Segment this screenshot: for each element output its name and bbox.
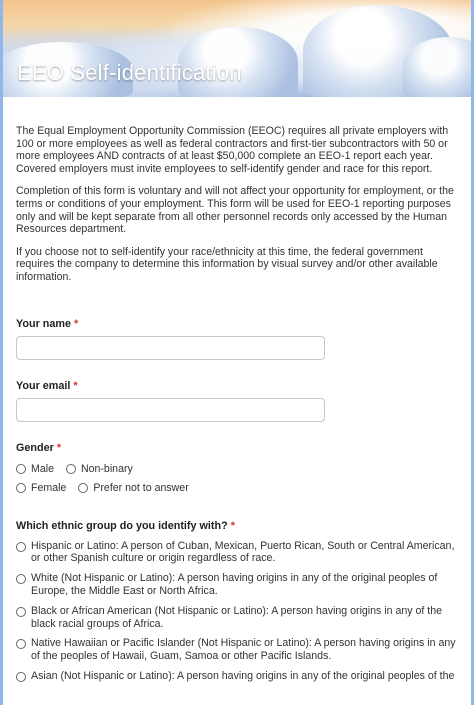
intro-paragraph: The Equal Employment Opportunity Commission (EEOC) requires all private employers with 100 or more employees as well as federal contractors and first-tier subcontractors with 50 or more employees AND contracts of at least $50,000 complete an EEO-1 report each year. Covered employers must invite employees to self-identify gender and race for this report. — [16, 125, 449, 175]
gender-option-label: Non-binary — [80, 463, 133, 476]
name-label-text: Your name — [16, 317, 71, 330]
radio-button[interactable] — [16, 607, 26, 617]
radio-button[interactable] — [78, 483, 88, 493]
gender-option-non-binary[interactable] — [66, 463, 133, 475]
ethnic-option-label: Asian (Not Hispanic or Latino): A person having origins in any of the original peoples of the — [31, 669, 455, 682]
required-mark: * — [230, 519, 235, 532]
email-field-group — [16, 380, 459, 422]
radio-button[interactable] — [16, 464, 26, 474]
required-mark: * — [74, 317, 79, 330]
radio-button[interactable] — [66, 464, 76, 474]
required-mark: * — [56, 441, 62, 454]
gender-option-label: Prefer not to answer — [93, 482, 189, 495]
gender-field-group — [16, 442, 459, 498]
intro-paragraph: If you choose not to self-identify your race/ethnicity at this time, the federal government requires the company to determine this information by visual survey and/or other available information. — [16, 245, 438, 283]
ethnic-option-pacific-islander[interactable] — [16, 637, 459, 663]
form-content — [3, 97, 471, 683]
intro-paragraph: Completion of this form is voluntary and will not affect your opportunity for employment, or the terms or conditions of your employment. This form will be used for EEO-1 reporting purposes only and will be kept separate from all other personnel records only accessed by the Human Resources department. — [16, 185, 454, 236]
ethnic-option-black[interactable] — [16, 605, 459, 631]
email-input[interactable] — [16, 398, 325, 422]
radio-button[interactable] — [16, 483, 26, 493]
ethnic-label — [16, 520, 459, 532]
name-input[interactable] — [16, 336, 325, 360]
header-banner — [3, 0, 471, 97]
gender-label — [16, 442, 459, 454]
ethnic-option-asian[interactable] — [16, 670, 459, 683]
gender-row — [16, 479, 459, 498]
ethnic-option-white[interactable] — [16, 572, 459, 598]
gender-option-label: Female — [31, 482, 67, 495]
email-label-text: Your email — [16, 379, 71, 392]
ethnic-option-label: White (Not Hispanic or Latino): A person having origins in any of the original peoples of Europe, the Middle East or North Africa. — [31, 572, 438, 597]
gender-row — [16, 460, 459, 479]
name-label — [16, 318, 459, 330]
radio-button[interactable] — [16, 574, 26, 584]
ethnic-option-label: Native Hawaiian or Pacific Islander (Not Hispanic or Latino): A person having origins in any of the peoples of Hawaii, Guam, Samoa or other Pacific Islands. — [31, 637, 456, 663]
required-mark: * — [73, 379, 78, 392]
radio-button[interactable] — [16, 542, 26, 552]
name-field-group — [16, 318, 459, 360]
page-title: EEO Self-identification — [17, 60, 242, 85]
gender-option-prefer-not[interactable] — [78, 482, 188, 494]
ethnic-label-text: Which ethnic group do you identify with? — [16, 519, 228, 532]
ethnic-option-label: Black or African American (Not Hispanic or Latino): A person having origins in any of the black racial groups of Africa. — [31, 604, 443, 630]
ethnic-field-group — [16, 520, 459, 683]
intro-text — [16, 97, 459, 284]
gender-option-label: Male — [31, 463, 54, 476]
ethnic-option-label: Hispanic or Latino: A person of Cuban, Mexican, Puerto Rican, South or Central American, or other Spanish culture or origin regardless of race. — [31, 539, 455, 565]
gender-label-text: Gender — [16, 441, 54, 454]
gender-option-male[interactable] — [16, 463, 54, 475]
gender-option-female[interactable] — [16, 482, 66, 494]
radio-button[interactable] — [16, 639, 26, 649]
radio-button[interactable] — [16, 672, 26, 682]
email-label — [16, 380, 459, 392]
ethnic-option-hispanic[interactable] — [16, 540, 459, 566]
